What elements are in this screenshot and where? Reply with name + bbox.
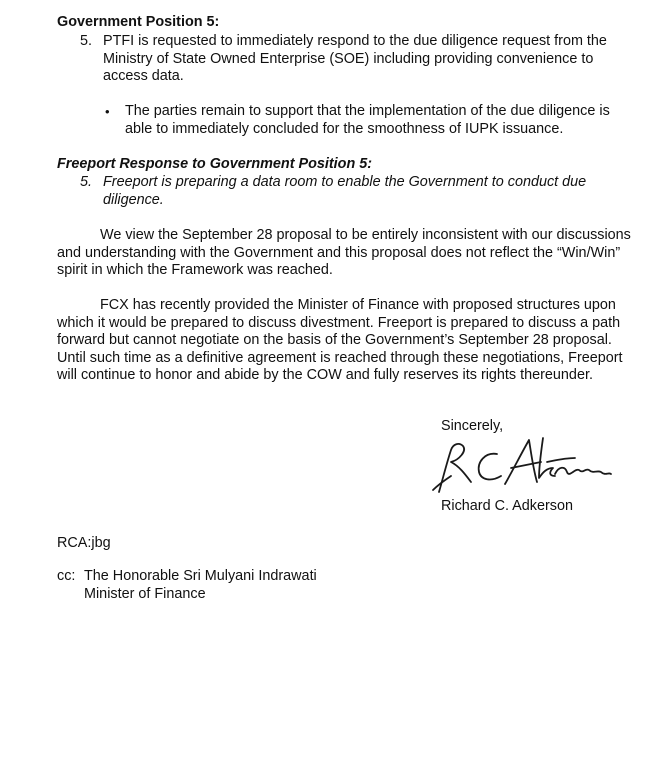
signer-name: Richard C. Adkerson <box>441 498 573 514</box>
freeport-item-number: 5. <box>80 174 93 190</box>
freeport-item-text: Freeport is preparing a data room to enable the Government to conduct due diligence. <box>103 174 587 208</box>
bullet-icon: • <box>105 104 110 119</box>
government-item-number: 5. <box>80 33 93 49</box>
signature-icon <box>425 432 615 500</box>
body-paragraph-1: We view the September 28 proposal to be entirely inconsistent with our discussions and understanding with the Government and this proposal does not reflect the “Win/Win” spirit in which the Framework was reached. <box>57 227 631 278</box>
government-item-text: PTFI is requested to immediately respond to the due diligence request from the Ministry of State Owned Enterprise (SOE) including providing convenience to access data. <box>103 33 607 84</box>
cc-label: cc: <box>57 568 76 584</box>
freeport-response-heading: Freeport Response to Government Position 5: <box>57 156 373 172</box>
cc-recipient-name: The Honorable Sri Mulyani Indrawati <box>84 568 317 584</box>
body-paragraph-2: FCX has recently provided the Minister of Finance with proposed structures upon which it would be prepared to discuss divestment. Freeport is prepared to discuss a path forward but cannot negotiate on the basis of the Government’s September 28 proposal. Until such time as a definitive agreement is reached through these negotiations, Freeport will continue to honor and abide by the COW and fully reserves its rights thereunder. <box>57 297 623 383</box>
government-bullet-text: The parties remain to support that the implementation of the due diligence is able to immediately concluded for the smoothness of IUPK issuance. <box>125 103 610 137</box>
closing-salutation: Sincerely, <box>441 418 504 434</box>
cc-recipient-title: Minister of Finance <box>84 586 206 602</box>
reference-initials: RCA:jbg <box>57 535 111 551</box>
government-position-heading: Government Position 5: <box>57 14 220 30</box>
